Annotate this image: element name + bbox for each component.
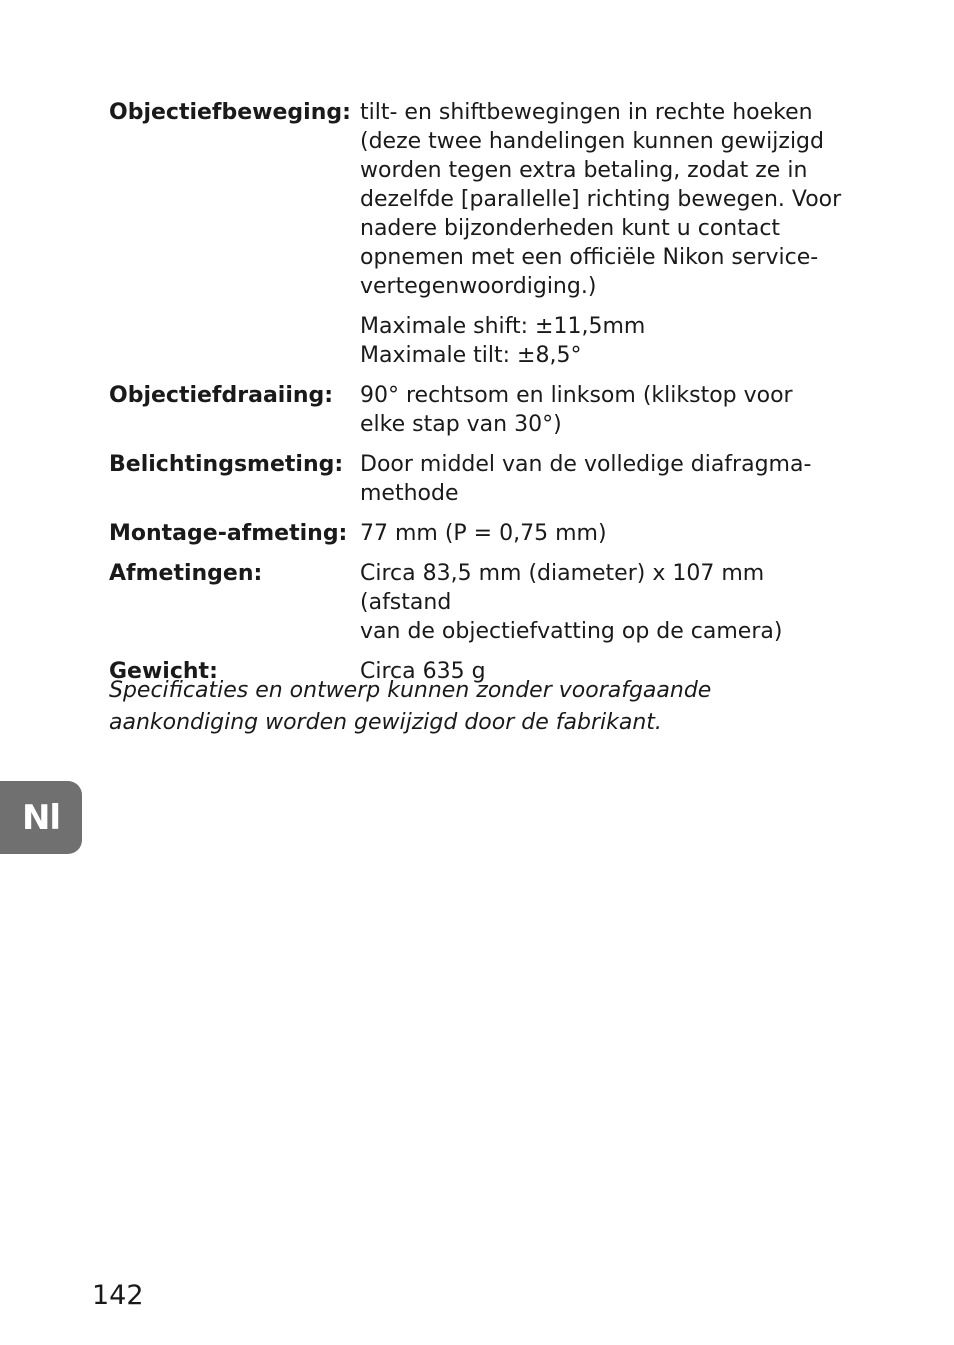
footnote: Specificaties en ontwerp kunnen zonder voorafgaande aankondiging worden gewijzigd door de fabrikant.: [109, 678, 712, 735]
spec-row-lens-rotation: [109, 381, 849, 439]
spec-value-text: Door middel van de volledige diafragma- methode: [360, 452, 812, 506]
spec-row-attachment-size: [109, 519, 849, 548]
page-number: 142: [92, 1280, 144, 1311]
spec-table: [109, 98, 849, 697]
spec-label: Belichtingsmeting:: [109, 452, 344, 477]
spec-value: [360, 519, 849, 548]
spec-value-text: tilt- en shiftbewegingen in rechte hoeken (deze twee handelingen kunnen gewijzigd worden tegen extra betaling, zodat ze in dezelfde [parallelle] richting bewegen. Voor nadere bijzonderheden kunt u contact opnemen met een officiële Nikon service- vertegenwoordiging.): [360, 100, 842, 299]
spec-value: [360, 559, 849, 646]
spec-label: Montage-afmeting:: [109, 521, 348, 546]
language-tab: [0, 781, 82, 854]
spec-row-dimensions: [109, 559, 849, 646]
spec-value-text: Maximale shift: ±11,5mm Maximale tilt: ±8,5°: [360, 314, 646, 368]
spec-label: Objectiefbeweging:: [109, 100, 351, 125]
spec-value-text: Circa 635 g: [360, 659, 486, 684]
spec-value: [360, 450, 849, 508]
spec-value-text: 90° rechtsom en linksom (klikstop voor elke stap van 30°): [360, 383, 793, 437]
language-tab-label: Nl: [21, 797, 61, 838]
spec-label: Afmetingen:: [109, 561, 263, 586]
spec-value: [360, 98, 849, 370]
spec-row-exposure-metering: [109, 450, 849, 508]
spec-value: [360, 381, 849, 439]
spec-row-lens-movement: [109, 98, 849, 370]
spec-label: Gewicht:: [109, 659, 218, 684]
spec-label: Objectiefdraaiing:: [109, 383, 334, 408]
spec-value-text: 77 mm (P = 0,75 mm): [360, 521, 607, 546]
spec-value-text: Circa 83,5 mm (diameter) x 107 mm (afstand van de objectiefvatting op de camera): [360, 561, 783, 644]
